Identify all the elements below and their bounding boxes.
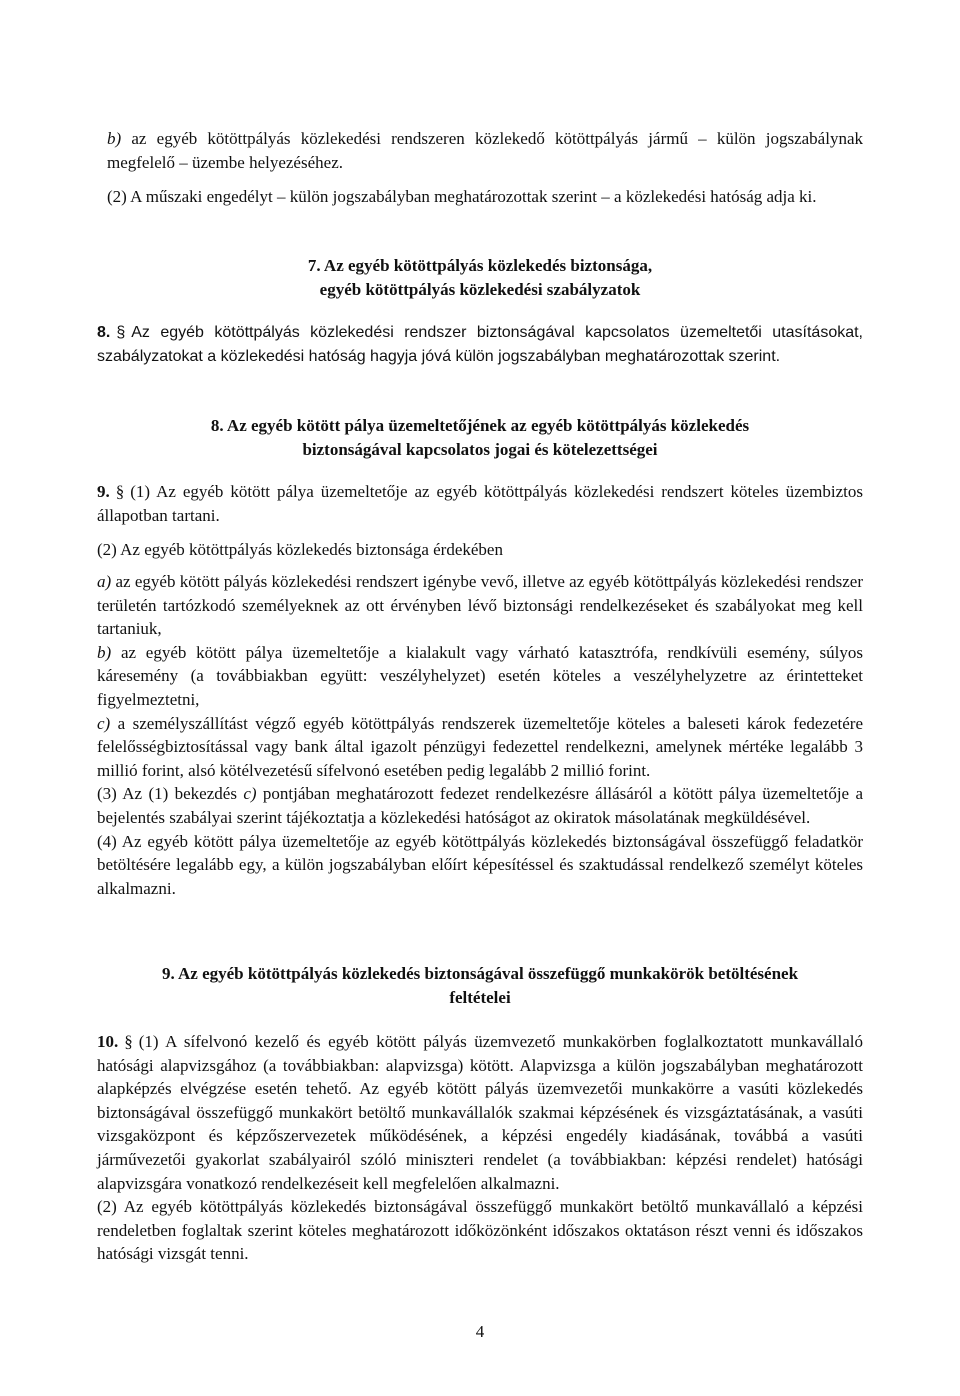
section-10-paragraph-2: (2) Az egyéb kötöttpályás közlekedés biztonságával összefüggő munkakört betöltő munkavállaló a képzési rendeletben foglaltak szerint köteles meghatározott időközönként időszakos oktatáson részt venni és időszakos hatósági vizsgát tenni. xyxy=(97,1197,863,1264)
item-marker: a) xyxy=(97,572,112,591)
item-text: az egyéb kötött pályás közlekedési rendszert igénybe vevő, illetve az egyéb kötöttpályás közlekedési rendszer területén tartózkodó személyeknek az ott érvényben lévő biztonsági rendelkezéseket és szabályokat meg kell tartaniuk, xyxy=(97,572,863,639)
paragraph-text: pontjában meghatározott fedezet rendelkezésre állásáról a kötött pálya üzemeltetője a bejelentés szabályai szerint tájékoztatja a közlekedési hatóságot az okiratok másolatának megküldésével. xyxy=(97,784,863,827)
paragraph-text: (3) Az (1) bekezdés xyxy=(97,784,244,804)
section-heading-9 xyxy=(97,962,863,1009)
section-heading-7 xyxy=(97,254,863,301)
item-marker: b) xyxy=(107,129,122,148)
paragraph-text: (1) A sífelvonó kezelő és egyéb kötött pályás üzemvezető munkakörben foglalkoztatott munkavállaló hatósági alapvizsgához (a továbbiakban: alapvizsga) kötött. Alapvizsga a külön jogszabályban meghatározott alapképzés elvégzése esetén tehető. Az egyéb kötött pályás üzemvezetői munkakörre a vasúti közlekedés biztonságával összefüggő munkakört betöltő munkavállalók szakmai képzésének és vizsgáztatásának, a vasúti vizsgaközpont és képzőszervezetek működésének, a képzési engedély kiadásának, továbbá a vasúti járművezetői gyakorlat szabályairól szóló miniszteri rendelet (a továbbiakban: képzési rendelet) hatósági alapvizsgára vonatkozó rendelkezéseit kell megfelelően alkalmazni. xyxy=(97,1032,863,1193)
heading-line: 8. Az egyéb kötött pálya üzemeltetőjének az egyéb kötöttpályás közlekedés xyxy=(210,416,750,435)
list-item-a xyxy=(97,570,863,641)
section-9-paragraph-4: (4) Az egyéb kötött pálya üzemeltetője az egyéb kötöttpályás közlekedés biztonságával összefüggő feladatkör betöltésére legalább egy, a külön jogszabályban előírt képesítéssel és szaktudással rendelkező személyt köteles alkalmazni. xyxy=(97,831,863,898)
heading-line: egyéb kötöttpályás közlekedési szabályzatok xyxy=(319,279,641,299)
heading-line: feltételei xyxy=(449,987,511,1007)
section-number: 10. xyxy=(97,1032,119,1051)
paragraph-text: (1) Az egyéb kötött pálya üzemeltetője az egyéb kötöttpályás közlekedési rendszert köteles üzembiztos állapotban tartani. xyxy=(97,482,863,525)
section-10-paragraph-1 xyxy=(97,1030,863,1195)
section-number: 9. xyxy=(97,482,110,501)
item-text: az egyéb kötöttpályás közlekedési rendszeren közlekedő kötöttpályás jármű – külön jogszabálynak megfelelő – üzembe helyezéséhez. xyxy=(107,129,863,172)
section-heading-8 xyxy=(97,414,863,461)
list-item-c xyxy=(97,712,863,783)
item-marker: c) xyxy=(97,713,111,733)
heading-line: 7. Az egyéb kötöttpályás közlekedés biztonsága, xyxy=(307,256,653,275)
section-number: 8. xyxy=(97,324,111,341)
item-text: az egyéb kötött pálya üzemeltetője a kialakult vagy várható katasztrófa, rendkívüli esemény, súlyos káresemény (a továbbiakban együtt: veszélyhelyzet) esetén köteles a veszélyhelyzetre az érintetteket figyelmeztetni, xyxy=(97,642,863,709)
section-text: Az egyéb kötöttpályás közlekedési rendszer biztonságával kapcsolatos üzemeltetői utasításokat, szabályzatokat a közlekedési hatóság hagyja jóvá külön jogszabályban meghatározottak szerint. xyxy=(97,324,863,365)
page-number: 4 xyxy=(475,1322,485,1341)
section-9-paragraph-2: (2) Az egyéb kötöttpályás közlekedés biztonsága érdekében xyxy=(97,540,503,559)
section-9-list xyxy=(97,570,863,900)
item-text: a személyszállítást végző egyéb kötöttpályás rendszerek üzemeltetője köteles a baleseti károk fedezetére felelősségbiztosítással vagy bank által igazolt pénzügyi fedezettel rendelkezni, amelynek mértéke legalább 3 millió forint, alsó kötélvezetésű sífelvonó esetében pedig legalább 2 millió forint. xyxy=(97,713,863,780)
section-sign: § xyxy=(124,1032,133,1051)
item-marker: b) xyxy=(97,642,112,662)
section-9-paragraph-1 xyxy=(97,480,863,527)
point-reference: c) xyxy=(243,784,257,804)
section-8 xyxy=(97,321,863,368)
heading-line: 9. Az egyéb kötöttpályás közlekedés biztonságával összefüggő munkakörök betöltésének xyxy=(161,964,799,983)
heading-line: biztonságával kapcsolatos jogai és kötelezettségei xyxy=(302,439,658,459)
list-item-b xyxy=(97,641,863,712)
section-9 xyxy=(97,480,863,527)
section-sign: § xyxy=(116,324,126,341)
section-9-paragraph-3 xyxy=(97,782,863,829)
section-10 xyxy=(97,1030,863,1266)
paragraph-7-2: (2) A műszaki engedélyt – külön jogszabályban meghatározottak szerint – a közlekedési hatóság adja ki. xyxy=(107,187,817,206)
section-sign: § xyxy=(115,482,125,501)
item-b-top xyxy=(107,127,863,174)
